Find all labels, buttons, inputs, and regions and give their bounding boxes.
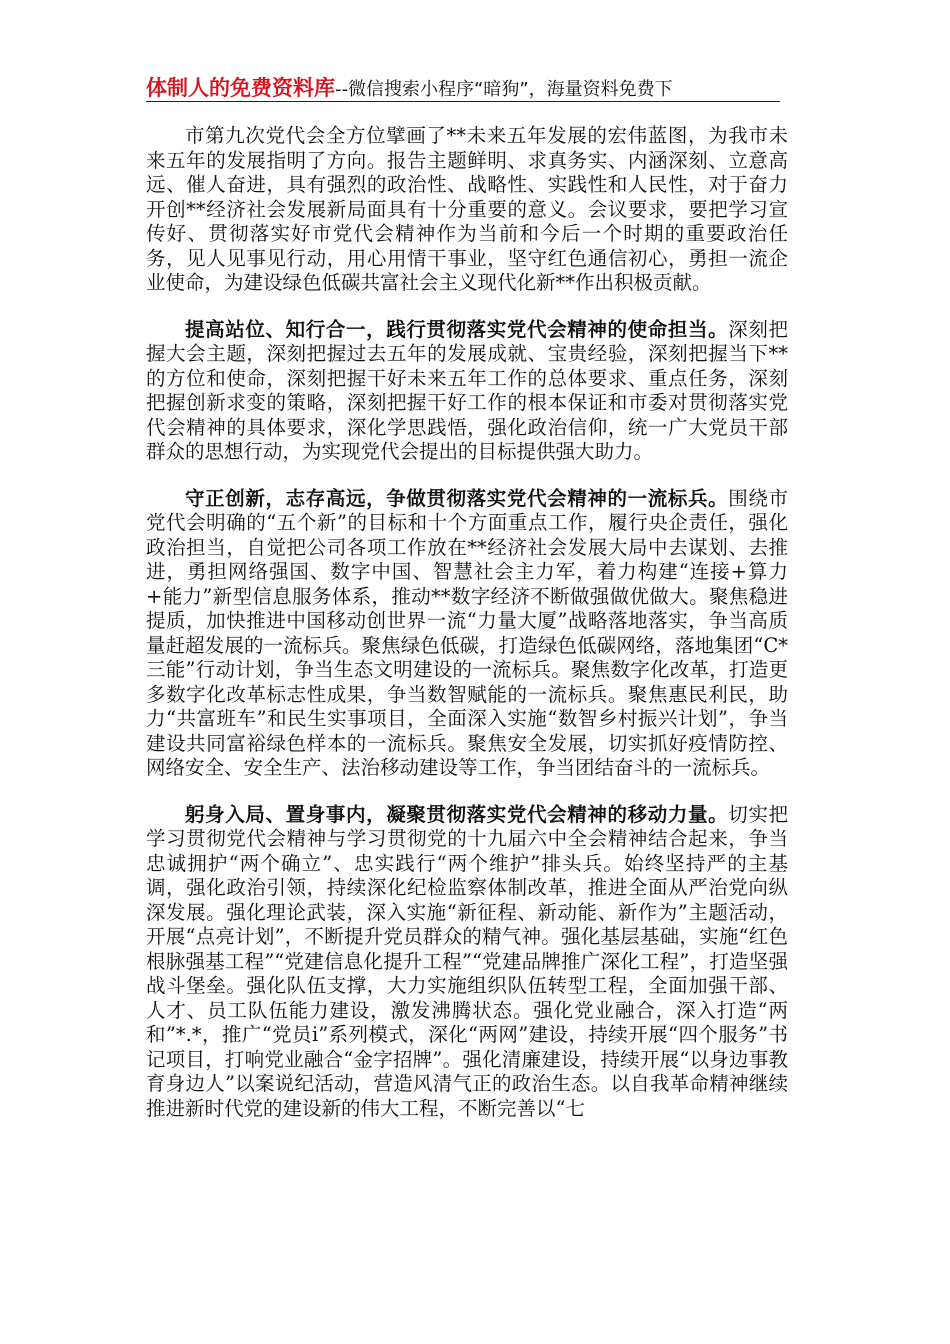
page-header xyxy=(146,72,780,102)
paragraph-text: 切实把学习贯彻党代会精神与学习贯彻党的十九届六中全会精神结合起来，争当忠诚拥护“两个确立”、忠实践行“两个维护”排头兵。始终坚持严的主基调，强化政治引领，持续深化纪检监察体制改革，推进全面从严治党向纵深发展。强化理论武装，深入实施“新征程、新动能、新作为”主题活动，开展“点亮计划”，不断提升党员群众的精气神。强化基层基础，实施“红色根脉强基工程”“党建信息化提升工程”“党建品牌推广深化工程”，打造坚强战斗堡垒。强化队伍支撑，大力实施组织队伍转型工程，全面加强干部、人才、员工队伍能力建设，激发沸腾状态。强化党业融合，深入打造“两和”*.*，推广“党员i”系列模式，深化“两网”建设，持续开展“四个服务”书记项目，打响党业融合“金字招牌”。强化清廉建设，持续开展“以身边事教育身边人”以案说纪活动，营造风清气正的政治生态。以自我革命精神继续推进新时代党的建设新的伟大工程，不断完善以“七 xyxy=(146,802,788,1120)
paragraph-heading: 躬身入局、置身事内，凝聚贯彻落实党代会精神的移动力量。 xyxy=(185,802,729,826)
paragraph-text: 深刻把握大会主题，深刻把握过去五年的发展成就、宝贵经验，深刻把握当下**的方位和使命，深刻把握干好未来五年工作的总体要求、重点任务，深刻把握创新求变的策略，深刻把握干好工作的根本保证和市委对贯彻落实党代会精神的具体要求，深化学思践悟，强化政治信仰，统一广大党员干部群众的思想行动，为实现党代会提出的目标提供强大助力。 xyxy=(146,317,788,463)
header-tagline: --微信搜索小程序“暗狗”，海量资料免费下 xyxy=(335,79,673,100)
paragraph-section-1 xyxy=(146,318,788,465)
paragraph-section-2 xyxy=(146,487,788,781)
paragraph-text: 围绕市党代会明确的“五个新”的目标和十个方面重点工作，履行央企责任，强化政治担当，自觉把公司各项工作放在**经济社会发展大局中去谋划、去推进，勇担网络强国、数字中国、智慧社会主力军，着力构建“连接+算力+能力”新型信息服务体系，推动**数字经济不断做强做优做大。聚焦稳进提质，加快推进中国移动创世界一流“力量大厦”战略落地落实，争当高质量赶超发展的一流标兵。聚焦绿色低碳，打造绿色低碳网络，落地集团“C*三能”行动计划，争当生态文明建设的一流标兵。聚焦数字化改革，打造更多数字化改革标志性成果，争当数智赋能的一流标兵。聚焦惠民利民，助力“共富班车”和民生实事项目，全面深入实施“数智乡村振兴计划”，争当建设共同富裕绿色样本的一流标兵。聚焦安全发展，切实抓好疫情防控、网络安全、安全生产、法治移动建设等工作，争当团结奋斗的一流标兵。 xyxy=(146,486,788,779)
paragraph-section-3 xyxy=(146,803,788,1122)
paragraph-text: 市第九次党代会全方位擘画了**未来五年发展的宏伟蓝图，为我市未来五年的发展指明了方向。报告主题鲜明、求真务实、内涵深刻、立意高远、催人奋进，具有强烈的政治性、战略性、实践性和人民性，对于奋力开创**经济社会发展新局面具有十分重要的意义。会议要求，要把学习宣传好、贯彻落实好市党代会精神作为当前和今后一个时期的重要政治任务，见人见事见行动，用心用情干事业，坚守红色通信初心，勇担一流企业使命，为建设绿色低碳共富社会主义现代化新**作出积极贡献。 xyxy=(146,124,788,294)
article-body xyxy=(146,124,788,1143)
header-brand: 体制人的免费资料库 xyxy=(146,76,335,100)
paragraph-intro xyxy=(146,124,788,296)
paragraph-heading: 提高站位、知行合一，践行贯彻落实党代会精神的使命担当。 xyxy=(185,317,729,341)
paragraph-heading: 守正创新，志存高远，争做贯彻落实党代会精神的一流标兵。 xyxy=(185,486,729,510)
